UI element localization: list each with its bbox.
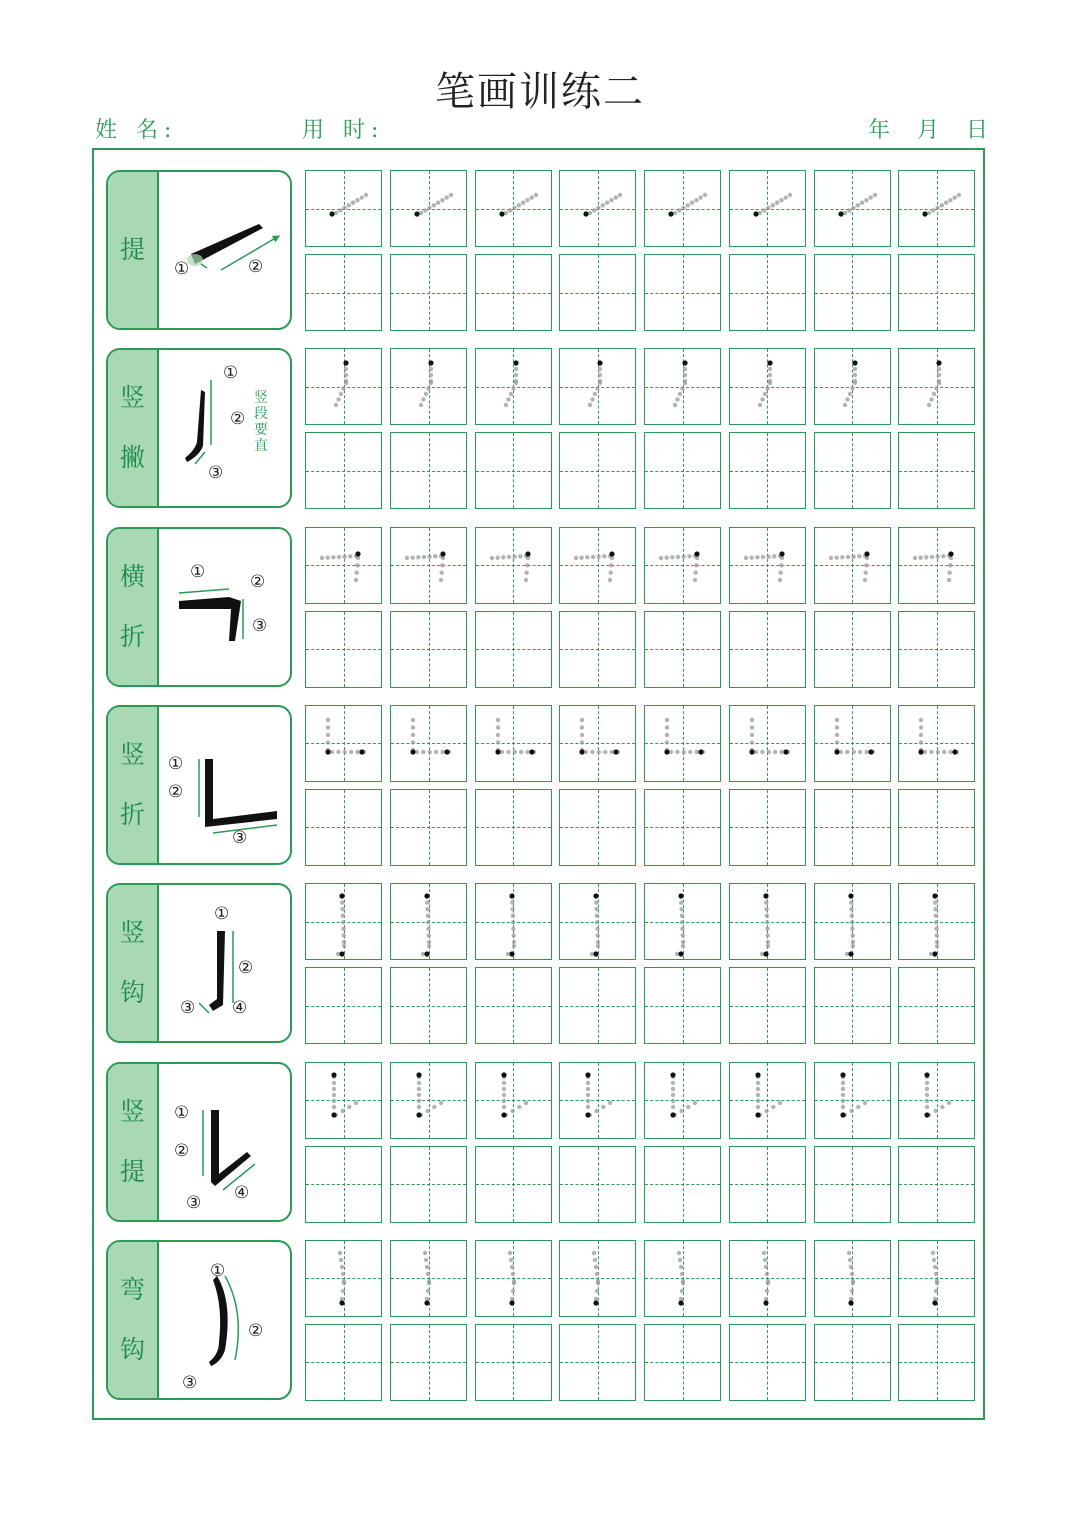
stroke-step-number: ③ (180, 998, 196, 1019)
stroke-step-number: ② (248, 257, 264, 277)
trace-cell[interactable] (305, 705, 382, 782)
stroke-name (108, 172, 159, 328)
trace-cell[interactable] (814, 527, 891, 604)
stroke-card (106, 1062, 292, 1222)
practice-cell[interactable] (644, 432, 721, 509)
stroke-card (106, 170, 292, 330)
trace-cell[interactable] (729, 883, 806, 960)
practice-cell[interactable] (390, 1146, 467, 1223)
practice-cell[interactable] (559, 432, 636, 509)
trace-cell[interactable] (559, 705, 636, 782)
practice-cell[interactable] (475, 789, 552, 866)
stroke-step-number: ① (174, 1102, 190, 1123)
trace-cell[interactable] (390, 170, 467, 247)
practice-cell[interactable] (559, 1146, 636, 1223)
trace-cell[interactable] (305, 527, 382, 604)
trace-cell[interactable] (559, 883, 636, 960)
trace-cell[interactable] (559, 1062, 636, 1139)
trace-cell[interactable] (644, 1062, 721, 1139)
trace-cell[interactable] (898, 883, 975, 960)
trace-cell[interactable] (814, 883, 891, 960)
stroke-name-char: 折 (119, 799, 145, 829)
practice-cell[interactable] (644, 1324, 721, 1401)
practice-cell[interactable] (390, 432, 467, 509)
practice-cell[interactable] (729, 254, 806, 331)
stroke-card (106, 705, 292, 865)
stroke-name-char: 横 (119, 561, 145, 591)
stroke-step-number: ③ (232, 827, 248, 848)
stroke-step-number: ② (168, 781, 184, 802)
trace-cell[interactable] (305, 348, 382, 425)
stroke-name (108, 1242, 159, 1398)
stroke-step-number: ② (248, 1320, 264, 1341)
trace-cell[interactable] (898, 348, 975, 425)
trace-cell[interactable] (644, 883, 721, 960)
stroke-name-char: 撇 (119, 443, 145, 473)
trace-cell[interactable] (475, 527, 552, 604)
trace-cell[interactable] (475, 883, 552, 960)
practice-cell[interactable] (559, 1324, 636, 1401)
stroke-name-char: 竖 (119, 739, 145, 769)
practice-cell[interactable] (644, 789, 721, 866)
practice-cell[interactable] (729, 967, 806, 1044)
practice-cell[interactable] (729, 1146, 806, 1223)
trace-cell[interactable] (898, 1062, 975, 1139)
stroke-step-number: ① (214, 904, 230, 925)
practice-cell[interactable] (305, 789, 382, 866)
practice-cell[interactable] (475, 611, 552, 688)
stroke-step-number: ② (230, 409, 246, 430)
stroke-demo-icon (159, 529, 290, 687)
trace-cell[interactable] (898, 527, 975, 604)
practice-cell[interactable] (898, 789, 975, 866)
trace-cell[interactable] (729, 348, 806, 425)
stroke-card (106, 1240, 292, 1400)
trace-cell[interactable] (390, 348, 467, 425)
trace-cell[interactable] (729, 705, 806, 782)
stroke-demo-icon (159, 172, 290, 330)
trace-cell[interactable] (644, 348, 721, 425)
practice-cell[interactable] (729, 432, 806, 509)
practice-cell[interactable] (390, 967, 467, 1044)
trace-cell[interactable] (814, 170, 891, 247)
stroke-name (108, 529, 159, 685)
stroke-name-char: 提 (119, 1156, 145, 1186)
practice-cell[interactable] (305, 432, 382, 509)
stroke-demo (159, 350, 290, 506)
practice-cell[interactable] (390, 611, 467, 688)
trace-cell[interactable] (305, 1240, 382, 1317)
practice-cell[interactable] (475, 432, 552, 509)
practice-cell[interactable] (644, 254, 721, 331)
trace-cell[interactable] (390, 705, 467, 782)
trace-cell[interactable] (390, 1062, 467, 1139)
practice-cell[interactable] (644, 967, 721, 1044)
practice-cell[interactable] (814, 789, 891, 866)
practice-cell[interactable] (559, 254, 636, 331)
trace-cell[interactable] (644, 705, 721, 782)
stroke-name-char: 提 (119, 235, 145, 264)
stroke-demo (159, 172, 290, 328)
trace-cell[interactable] (475, 348, 552, 425)
trace-cell[interactable] (305, 883, 382, 960)
practice-cell[interactable] (814, 432, 891, 509)
stroke-step-number: ② (174, 1140, 190, 1161)
trace-cell[interactable] (898, 705, 975, 782)
practice-cell[interactable] (898, 611, 975, 688)
trace-cell[interactable] (559, 348, 636, 425)
stroke-note: 竖段要直 (254, 390, 268, 455)
trace-cell[interactable] (644, 1240, 721, 1317)
stroke-name (108, 707, 159, 863)
trace-cell[interactable] (305, 170, 382, 247)
practice-cell[interactable] (644, 611, 721, 688)
practice-cell[interactable] (305, 1146, 382, 1223)
trace-cell[interactable] (475, 705, 552, 782)
practice-cell[interactable] (559, 611, 636, 688)
stroke-step-number: ③ (186, 1192, 202, 1213)
practice-cell[interactable] (390, 1324, 467, 1401)
practice-cell[interactable] (475, 967, 552, 1044)
stroke-step-number: ① (174, 259, 190, 279)
practice-cell[interactable] (305, 254, 382, 331)
trace-cell[interactable] (729, 527, 806, 604)
stroke-name-char: 竖 (119, 1096, 145, 1126)
stroke-demo (159, 1242, 290, 1398)
stroke-step-number: ① (190, 561, 206, 582)
practice-cell[interactable] (814, 611, 891, 688)
stroke-step-number: ④ (234, 1182, 250, 1203)
practice-cell[interactable] (475, 1324, 552, 1401)
practice-cell[interactable] (814, 1324, 891, 1401)
practice-cell[interactable] (475, 254, 552, 331)
trace-cell[interactable] (559, 170, 636, 247)
trace-cell[interactable] (814, 705, 891, 782)
trace-cell[interactable] (475, 1240, 552, 1317)
trace-cell[interactable] (729, 170, 806, 247)
date-label: 年 月 日 (868, 118, 998, 143)
time-label: 用 时: (302, 118, 385, 143)
trace-cell[interactable] (898, 170, 975, 247)
practice-cell[interactable] (305, 1324, 382, 1401)
stroke-name-char: 钩 (119, 978, 145, 1008)
stroke-step-number: ④ (232, 998, 248, 1019)
trace-cell[interactable] (390, 883, 467, 960)
stroke-step-number: ③ (182, 1372, 198, 1393)
practice-cell[interactable] (898, 432, 975, 509)
stroke-name-char: 弯 (119, 1274, 145, 1304)
stroke-step-number: ① (210, 1260, 226, 1281)
trace-cell[interactable] (559, 527, 636, 604)
practice-cell[interactable] (729, 1324, 806, 1401)
trace-cell[interactable] (729, 1240, 806, 1317)
practice-cell[interactable] (559, 967, 636, 1044)
practice-cell[interactable] (814, 967, 891, 1044)
stroke-name-char: 竖 (119, 383, 145, 413)
practice-cell[interactable] (305, 967, 382, 1044)
stroke-name (108, 1064, 159, 1220)
trace-cell[interactable] (814, 1062, 891, 1139)
stroke-name-char: 钩 (119, 1334, 145, 1364)
practice-cell[interactable] (898, 1324, 975, 1401)
trace-cell[interactable] (390, 527, 467, 604)
practice-cell[interactable] (644, 1146, 721, 1223)
stroke-name-char: 竖 (119, 918, 145, 948)
stroke-card (106, 348, 292, 508)
trace-cell[interactable] (729, 1062, 806, 1139)
trace-cell[interactable] (644, 170, 721, 247)
stroke-name (108, 885, 159, 1041)
trace-cell[interactable] (644, 527, 721, 604)
page-title: 笔画训练二 (435, 69, 645, 115)
stroke-step-number: ② (250, 571, 266, 592)
practice-cell[interactable] (898, 254, 975, 331)
stroke-demo (159, 1064, 290, 1220)
practice-cell[interactable] (729, 611, 806, 688)
name-label: 姓 名: (95, 118, 178, 143)
stroke-demo (159, 885, 290, 1041)
stroke-step-number: ① (223, 363, 239, 384)
trace-cell[interactable] (475, 170, 552, 247)
practice-cell[interactable] (729, 789, 806, 866)
trace-cell[interactable] (898, 1240, 975, 1317)
trace-cell[interactable] (305, 1062, 382, 1139)
trace-cell[interactable] (475, 1062, 552, 1139)
trace-cell[interactable] (559, 1240, 636, 1317)
stroke-name (108, 350, 159, 506)
stroke-card (106, 883, 292, 1043)
practice-cell[interactable] (814, 254, 891, 331)
practice-cell[interactable] (475, 1146, 552, 1223)
practice-cell[interactable] (898, 967, 975, 1044)
practice-cell[interactable] (390, 254, 467, 331)
stroke-step-number: ① (168, 753, 184, 774)
practice-cell[interactable] (814, 1146, 891, 1223)
stroke-name-char: 折 (119, 621, 145, 651)
practice-cell[interactable] (305, 611, 382, 688)
stroke-demo (159, 707, 290, 863)
practice-cell[interactable] (559, 789, 636, 866)
stroke-card (106, 527, 292, 687)
trace-cell[interactable] (390, 1240, 467, 1317)
practice-cell[interactable] (390, 789, 467, 866)
trace-cell[interactable] (814, 348, 891, 425)
practice-cell[interactable] (898, 1146, 975, 1223)
stroke-step-number: ② (238, 958, 254, 979)
stroke-demo (159, 529, 290, 685)
trace-cell[interactable] (814, 1240, 891, 1317)
stroke-step-number: ③ (252, 615, 268, 636)
stroke-step-number: ③ (208, 463, 224, 484)
